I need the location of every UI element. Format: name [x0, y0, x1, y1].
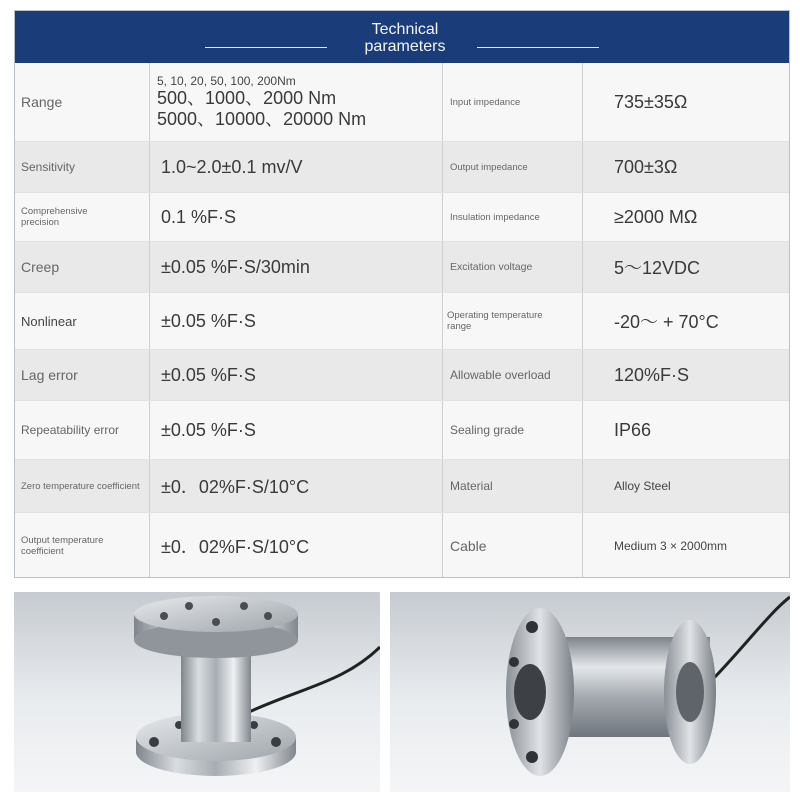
row-value-cell: [150, 460, 443, 512]
param-label-cell: [443, 460, 583, 512]
param-value: 700±3Ω: [614, 156, 678, 177]
row-value: ±0.05 %F·S: [161, 310, 256, 331]
row-label-cell: [15, 401, 150, 459]
table-row: [15, 193, 789, 242]
row-label-cell: [15, 460, 150, 512]
row-value-cell: [150, 242, 443, 292]
table-row: [15, 63, 789, 142]
param-label-cell: [443, 242, 583, 292]
row-label-cell: [15, 142, 150, 192]
row-value: ±0.05 %F·S/30min: [161, 256, 310, 277]
param-label: Excitation voltage: [450, 260, 533, 273]
range-line: 500、1000、2000 Nm: [157, 88, 337, 108]
header-rule-left: [205, 47, 327, 48]
param-label-cell: [443, 401, 583, 459]
row-label: Range: [21, 94, 63, 110]
row-label: Nonlinear: [21, 313, 77, 329]
table-title: Technical parameters: [364, 21, 446, 55]
row-value: 1.0~2.0±0.1 mv/V: [161, 156, 303, 177]
param-label: Cable: [450, 538, 487, 554]
row-value-cell: [150, 350, 443, 400]
row-value-cell: [150, 142, 443, 192]
sensor-upright-illustration: [14, 592, 380, 792]
param-label-cell: [443, 513, 583, 578]
param-value-cell: [583, 193, 789, 241]
row-label: Zero temperature coefficient: [21, 480, 140, 492]
row-label: Creep: [21, 259, 60, 275]
param-label-cell: [443, 63, 583, 141]
param-value-cell: [583, 63, 789, 141]
param-value-cell: [583, 242, 789, 292]
param-value: 5～12VDC: [614, 258, 701, 278]
param-label: Material: [450, 479, 493, 493]
table-row: [15, 350, 789, 401]
param-value-cell: [583, 460, 789, 512]
param-label: Input impedance: [450, 96, 521, 108]
tech-params-table: [14, 10, 790, 578]
table-header: [15, 11, 789, 63]
row-label-cell: [15, 513, 150, 578]
param-label-cell: [443, 293, 583, 349]
row-value-cell: [150, 293, 443, 349]
row-value: ±0．02%F·S/10°C: [161, 537, 310, 557]
row-value: 0.1 %F·S: [161, 206, 237, 227]
param-label: Insulation impedance: [450, 211, 540, 223]
row-value: ±0．02%F·S/10°C: [161, 477, 310, 497]
row-label: Output temperature coefficient: [21, 535, 104, 557]
table-row: [15, 460, 789, 513]
param-value: ≥2000 MΩ: [614, 206, 698, 227]
param-value-cell: [583, 350, 789, 400]
row-value-cell: [150, 513, 443, 578]
row-label-cell: [15, 242, 150, 292]
param-value: Alloy Steel: [614, 479, 671, 493]
range-line: 5, 10, 20, 50, 100, 200Nm: [157, 74, 296, 88]
table-body: [15, 63, 789, 578]
param-label: Sealing grade: [450, 423, 525, 437]
table-row: [15, 242, 789, 293]
row-label: Sensitivity: [21, 160, 76, 174]
range-values: [157, 74, 366, 130]
product-photo-side: [390, 592, 790, 792]
param-label: Allowable overload: [450, 368, 551, 382]
param-value-cell: [583, 513, 789, 578]
product-photo-upright: [14, 592, 380, 792]
table-row: [15, 513, 789, 578]
row-label-cell: [15, 193, 150, 241]
param-value: -20～ + 70°C: [614, 312, 719, 332]
param-value: 120%F·S: [614, 364, 690, 385]
param-label-cell: [443, 193, 583, 241]
param-value-cell: [583, 293, 789, 349]
param-label: Operating temperature range: [447, 310, 543, 332]
param-label-cell: [443, 350, 583, 400]
sensor-side-illustration: [390, 592, 790, 792]
row-label: Comprehensive precision: [21, 206, 88, 228]
param-value: Medium 3 × 2000mm: [614, 539, 728, 553]
row-label-cell: [15, 63, 150, 141]
row-label: Lag error: [21, 367, 78, 383]
row-label-cell: [15, 350, 150, 400]
range-line: 5000、10000、20000 Nm: [157, 109, 367, 129]
table-row: [15, 293, 789, 350]
table-row: [15, 401, 789, 460]
row-value-cell: [150, 63, 443, 141]
param-value-cell: [583, 401, 789, 459]
param-label-cell: [443, 142, 583, 192]
row-label: Repeatability error: [21, 423, 120, 437]
row-label-cell: [15, 293, 150, 349]
param-value-cell: [583, 142, 789, 192]
row-value-cell: [150, 193, 443, 241]
param-value: 735±35Ω: [614, 91, 688, 112]
table-row: [15, 142, 789, 193]
row-value: ±0.05 %F·S: [161, 419, 256, 440]
param-value: IP66: [614, 419, 652, 440]
header-rule-right: [477, 47, 599, 48]
row-value: ±0.05 %F·S: [161, 364, 256, 385]
param-label: Output impedance: [450, 161, 528, 173]
row-value-cell: [150, 401, 443, 459]
